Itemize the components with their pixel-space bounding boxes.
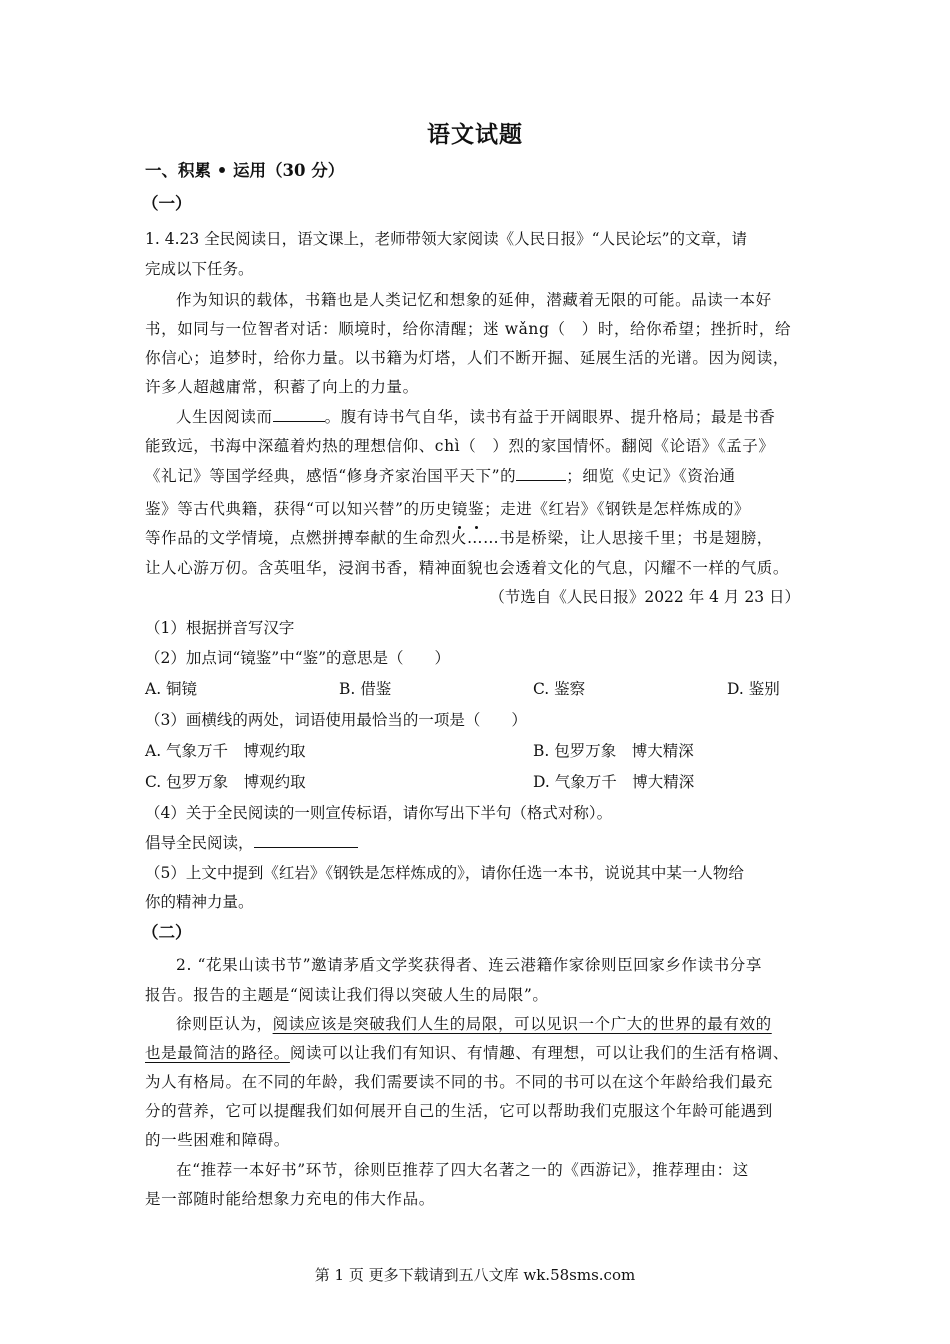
page-footer: 第 1 页 更多下载请到五八文库 wk.58sms.com [314, 1266, 636, 1284]
sub-question: （1）根据拼音写汉字 [145, 619, 295, 637]
passage-line [176, 1009, 810, 1039]
passage-line: 许多人超越庸常，积蓄了向上的力量。 [145, 378, 419, 396]
prompt-text: 倡导全民阅读， [145, 834, 254, 852]
passage-line: 让人心游万仞。含英咀华，浸润书香，精神面貌也会透着文化的气息，闪耀不一样的气质。 [145, 559, 790, 577]
option-c[interactable]: C. 鉴察 [533, 680, 586, 698]
passage-text: 《礼记》等国学经典，感悟“修身齐家治国平天下”的 [145, 467, 517, 485]
passage-text: 鉴》等古代典籍，获得“可以知兴替”的历史 [145, 500, 452, 518]
sub-question: 你的精神力量。 [145, 893, 254, 911]
page-title: 语文试题 [427, 121, 523, 148]
answer-blank[interactable] [273, 403, 325, 422]
emphasis-dot-char: 鉴 [468, 494, 484, 524]
passage-line: 的一些困难和障碍。 [145, 1131, 290, 1149]
passage-line [145, 461, 810, 491]
option-d[interactable]: D. 气象万千 博大精深 [533, 773, 695, 791]
passage-line: 能致远，书海中深蕴着灼热的理想信仰、chì（ ）烈的家国情怀。翻阅《论语》《孟子》 [145, 437, 775, 455]
option-b[interactable]: B. 借鉴 [339, 680, 392, 698]
question-intro: 2. “花果山读书节”邀请茅盾文学奖获得者、连云港籍作家徐则臣回家乡作读书分享 [176, 956, 762, 974]
option-c[interactable]: C. 包罗万象 博观约取 [145, 773, 306, 791]
option-a[interactable]: A. 气象万千 博观约取 [145, 742, 306, 760]
passage-line: 为人有格局。在不同的年龄，我们需要读不同的书。不同的书可以在这个年龄给我们最充 [145, 1073, 773, 1091]
question-intro: 报告。报告的主题是“阅读让我们得以突破人生的局限”。 [145, 986, 549, 1004]
passage-text: 人生因阅读而 [176, 408, 273, 426]
emphasis-dot-char: 镜 [452, 494, 468, 524]
answer-blank[interactable] [516, 462, 566, 481]
part-label: （二） [142, 923, 192, 942]
passage-line: 书，如同与一位智者对话：顺境时，给你清醒；迷 wǎng（ ）时，给你希望；挫折时，给 [145, 320, 792, 338]
passage-line [145, 494, 810, 524]
passage-line [145, 1038, 810, 1068]
passage-text: 阅读可以让我们有知识、有情趣、有理想，可以让我们的生活有格调、 [289, 1044, 790, 1062]
passage-line: 是一部随时能给想象力充电的伟大作品。 [145, 1190, 435, 1208]
answer-line [145, 828, 810, 858]
option-d[interactable]: D. 鉴别 [727, 680, 780, 698]
sub-question: （4）关于全民阅读的一则宣传标语，请你写出下半句（格式对称）。 [145, 804, 613, 822]
passage-text: ；走进《红岩》《钢铁是怎样炼成的》 [484, 500, 751, 518]
option-a[interactable]: A. 铜镜 [145, 680, 198, 698]
underlined-text: 阅读应该是突破我们人生的局限，可以见识一个广大的世界的最有效的 [272, 1015, 772, 1033]
answer-blank[interactable] [254, 829, 358, 848]
passage-line [176, 402, 810, 432]
sub-question: （2）加点词“镜鉴”中“鉴”的意思是（ ） [145, 649, 451, 667]
passage-text: 。腹有诗书气自华，读书有益于开阔眼界、提升格局；最是书香 [324, 408, 776, 426]
question-intro: 完成以下任务。 [145, 260, 254, 278]
passage-line: 等作品的文学情境，点燃拼搏奉献的生命烈火……书是桥梁，让人思接千里；书是翅膀， [145, 529, 773, 547]
sub-question: （5）上文中提到《红岩》《钢铁是怎样炼成的》，请你任选一本书，说说其中某一人物给 [145, 864, 744, 882]
option-b[interactable]: B. 包罗万象 博大精深 [533, 742, 694, 760]
question-intro: 1. 4.23 全民阅读日，语文课上，老师带领大家阅读《人民日报》“人民论坛”的文章，请 [145, 230, 748, 248]
passage-line: 在“推荐一本好书”环节，徐则臣推荐了四大名著之一的《西游记》，推荐理由：这 [176, 1161, 749, 1179]
part-label: （一） [142, 194, 192, 213]
source-citation: （节选自《人民日报》2022 年 4 月 23 日） [489, 588, 800, 606]
underlined-text: 也是最简洁的路径。 [145, 1044, 290, 1062]
section-heading: 一、积累 • 运用（30 分） [145, 161, 345, 180]
passage-line: 分的营养，它可以提醒我们如何展开自己的生活，它可以帮助我们克服这个年龄可能遇到 [145, 1102, 773, 1120]
sub-question: （3）画横线的两处，词语使用最恰当的一项是（ ） [145, 711, 527, 729]
passage-line: 你信心；追梦时，给你力量。以书籍为灯塔，人们不断开掘、延展生活的光谱。因为阅读， [145, 349, 790, 367]
passage-text: 徐则臣认为， [176, 1015, 273, 1033]
passage-text: ；细览《史记》《资治通 [566, 467, 736, 485]
passage-line: 作为知识的载体，书籍也是人类记忆和想象的延伸，潜藏着无限的可能。品读一本好 [176, 291, 772, 309]
